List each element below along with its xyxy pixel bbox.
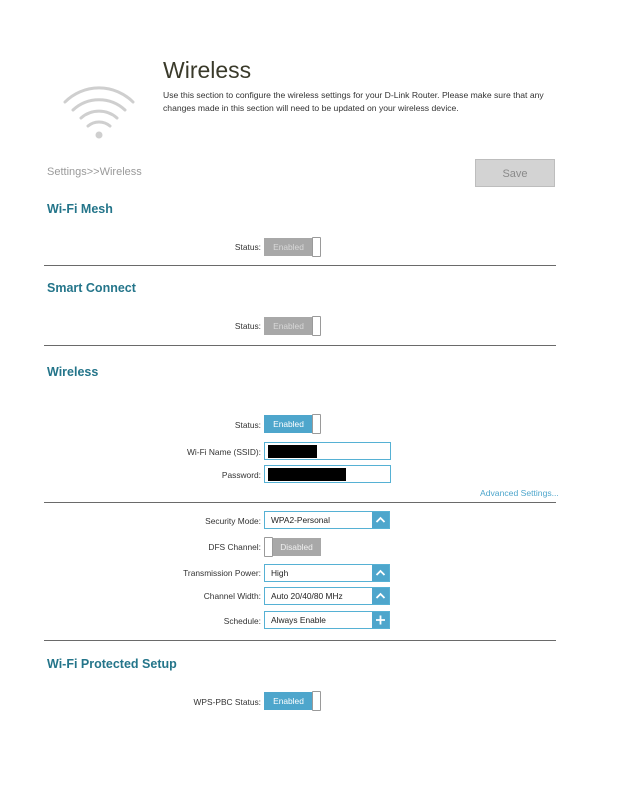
- schedule-label: Schedule:: [223, 616, 261, 626]
- chevron-up-icon[interactable]: [372, 565, 389, 581]
- chevron-up-icon[interactable]: [372, 512, 389, 528]
- wifi-mesh-status-toggle[interactable]: [264, 237, 321, 257]
- wifi-mesh-status-value: Enabled: [264, 238, 313, 256]
- section-title-smart-connect: Smart Connect: [47, 281, 136, 295]
- wireless-status-toggle[interactable]: [264, 414, 321, 434]
- transmission-power-select[interactable]: [264, 564, 390, 582]
- plus-icon[interactable]: [372, 612, 389, 628]
- transmission-power-value: High: [271, 568, 289, 578]
- ssid-label: Wi-Fi Name (SSID):: [187, 447, 261, 457]
- smart-connect-status-label: Status:: [234, 321, 261, 331]
- page-description: Use this section to configure the wireless settings for your D-Link Router. Please make sure that any changes made in this section will need to be updated on your wireless device.: [163, 90, 544, 113]
- wifi-icon: [62, 84, 136, 140]
- section-title-wifi-mesh: Wi-Fi Mesh: [47, 202, 113, 216]
- wireless-status-value: Enabled: [264, 415, 313, 433]
- wifi-mesh-status-label: Status:: [234, 242, 261, 252]
- smart-connect-status-toggle[interactable]: [264, 316, 321, 336]
- wps-status-toggle[interactable]: [264, 691, 321, 711]
- password-input[interactable]: [264, 465, 391, 483]
- schedule-select[interactable]: [264, 611, 390, 629]
- toggle-knob: [264, 537, 273, 557]
- smart-connect-status-value: Enabled: [264, 317, 313, 335]
- dfs-channel-value: Disabled: [272, 538, 321, 556]
- page-title: Wireless: [163, 57, 252, 83]
- breadcrumb: Settings>>Wireless: [47, 166, 142, 178]
- redacted-value: [268, 468, 346, 481]
- security-mode-label: Security Mode:: [205, 516, 261, 526]
- toggle-knob: [312, 316, 321, 336]
- wps-status-value: Enabled: [264, 692, 313, 710]
- channel-width-select[interactable]: [264, 587, 390, 605]
- redacted-value: [268, 445, 317, 458]
- ssid-input[interactable]: [264, 442, 391, 460]
- divider: [44, 345, 556, 346]
- security-mode-select[interactable]: [264, 511, 390, 529]
- toggle-knob: [312, 691, 321, 711]
- wps-status-label: WPS-PBC Status:: [193, 697, 261, 707]
- toggle-knob: [312, 237, 321, 257]
- wireless-status-label: Status:: [234, 420, 261, 430]
- section-title-wireless: Wireless: [47, 365, 99, 379]
- toggle-knob: [312, 414, 321, 434]
- dfs-channel-toggle[interactable]: [264, 537, 321, 557]
- channel-width-label: Channel Width:: [203, 591, 261, 601]
- channel-width-value: Auto 20/40/80 MHz: [271, 591, 343, 601]
- divider: [44, 265, 556, 266]
- advanced-settings-link[interactable]: Advanced Settings...: [480, 488, 559, 498]
- save-button[interactable]: Save: [475, 159, 555, 187]
- security-mode-value: WPA2-Personal: [271, 515, 330, 525]
- divider: [44, 640, 556, 641]
- schedule-value: Always Enable: [271, 615, 326, 625]
- divider: [44, 502, 556, 503]
- transmission-power-label: Transmission Power:: [183, 568, 261, 578]
- password-label: Password:: [221, 470, 261, 480]
- chevron-up-icon[interactable]: [372, 588, 389, 604]
- dfs-channel-label: DFS Channel:: [208, 542, 261, 552]
- section-title-wps: Wi-Fi Protected Setup: [47, 657, 177, 671]
